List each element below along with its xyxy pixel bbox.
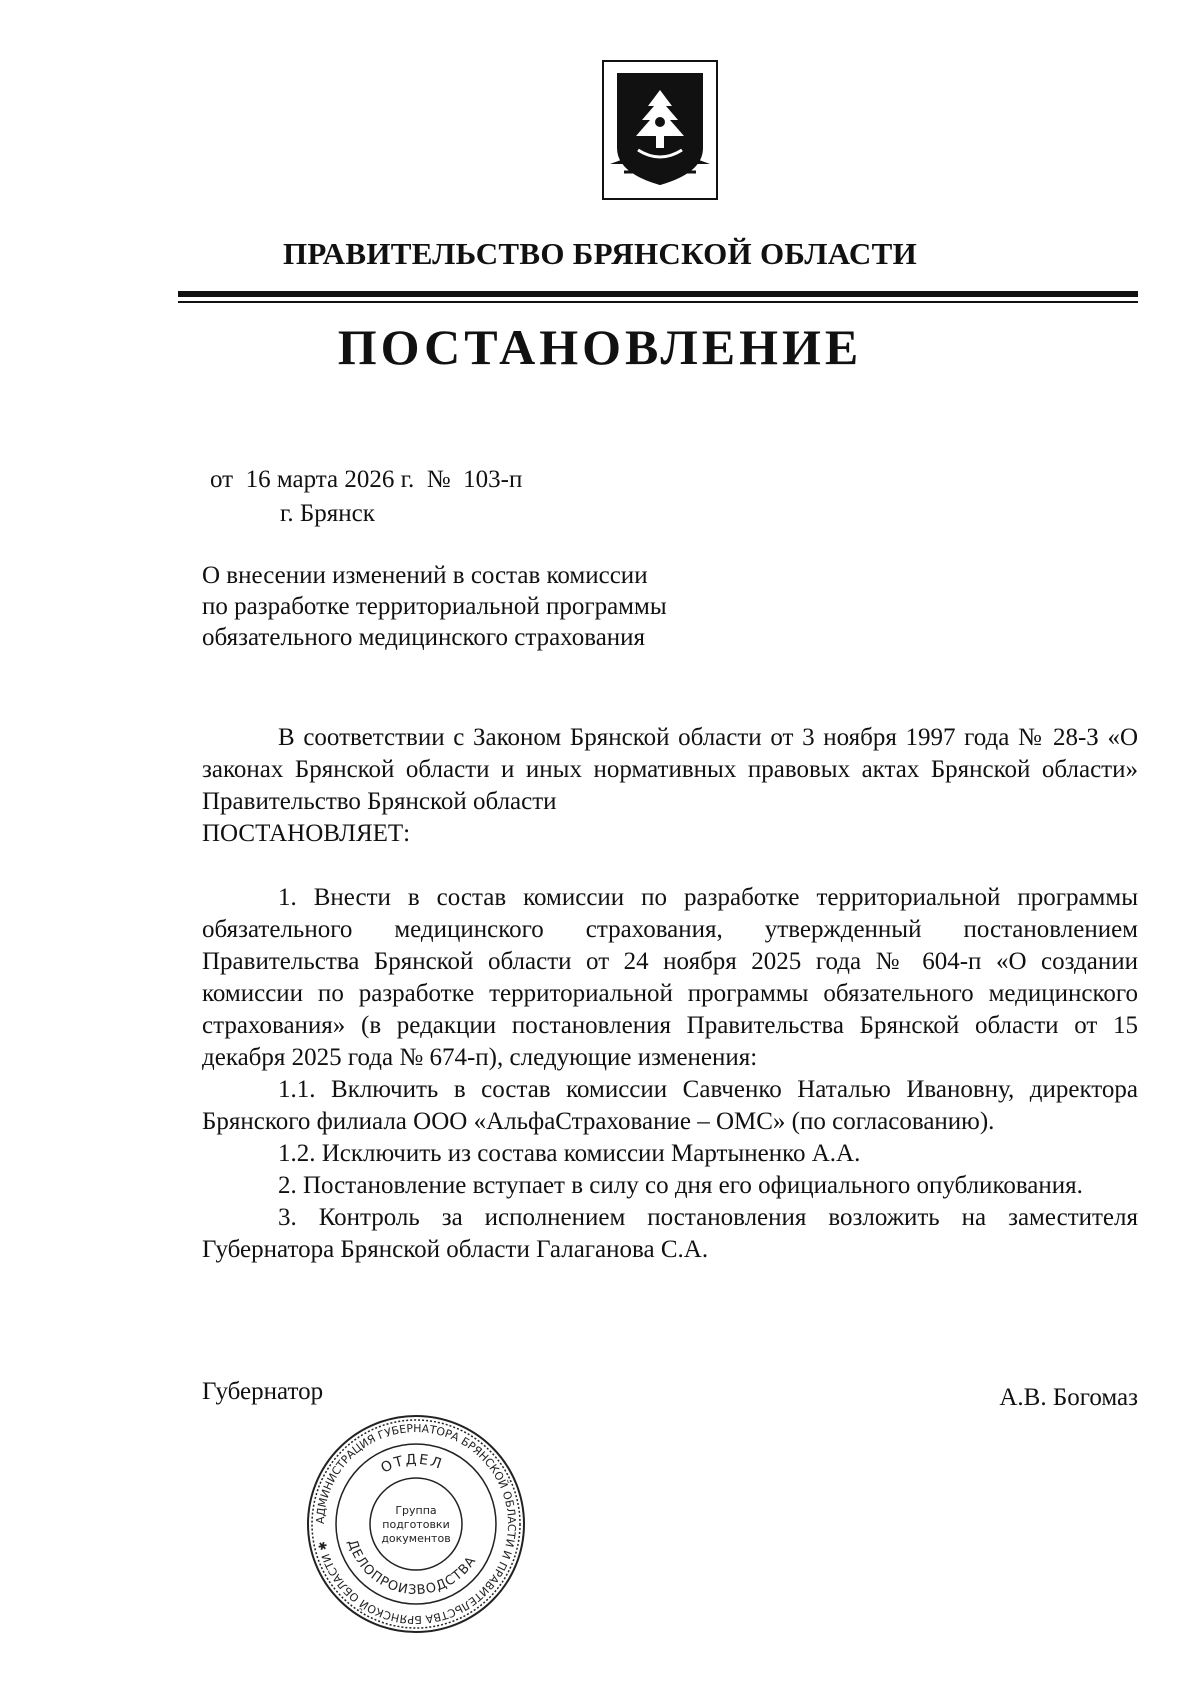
resolves-heading: ПОСТАНОВЛЯЕТ:: [202, 820, 411, 847]
stamp-department-top: ОТДЕЛ: [378, 1451, 446, 1477]
official-stamp: [304, 1412, 528, 1636]
stamp-center-line: подготовки: [382, 1518, 450, 1531]
coat-of-arms-icon: [602, 60, 718, 200]
clause-1-1: 1.1. Включить в состав комиссии Савченко Наталью Ивановну, директора Брянского филиала ООО «АльфаСтрахование – ОМС» (по согласованию).: [202, 1076, 1138, 1135]
organization-title: ПРАВИТЕЛЬСТВО БРЯНСКОЙ ОБЛАСТИ: [282, 236, 918, 271]
signature-block: [202, 1376, 1138, 1416]
clause-1-2: 1.2. Исключить из состава комиссии Мартыненко А.А.: [278, 1140, 861, 1167]
subject-line: обязательного медицинского страхования: [202, 624, 646, 651]
document-city: г. Брянск: [280, 500, 375, 527]
subject-line: по разработке территориальной программы: [202, 593, 667, 620]
preamble-paragraph: В соответствии с Законом Брянской области от 3 ноября 1997 года № 28-З «О законах Брянской области и иных нормативных правовых актах Брянской области» Правительство Брянской области: [202, 724, 1138, 815]
header-divider-thin: [178, 301, 1138, 303]
signatory-position: Губернатор: [202, 1378, 324, 1405]
header-divider-thick: [178, 291, 1138, 297]
clause-3: 3. Контроль за исполнением постановления возложить на заместителя Губернатора Брянской области Галаганова С.А.: [202, 1204, 1138, 1263]
document-body: [202, 722, 1138, 1416]
subject-line: О внесении изменений в состав комиссии: [202, 562, 648, 589]
stamp-department-bottom: ДЕЛОПРОИЗВОДСТВА: [344, 1537, 480, 1599]
document-type-title: ПОСТАНОВЛЕНИЕ: [337, 319, 863, 375]
stamp-center-line: Группа: [395, 1504, 437, 1517]
document-date-number: от 16 марта 2026 г. № 103-п: [210, 466, 523, 493]
document-subject: [202, 560, 667, 653]
clause-1: 1. Внести в состав комиссии по разработке территориальной программы обязательного медицинского страхования, утвержденный постановлением Правительства Брянской области от 24 ноября 2025 года № 604-п «О создании комиссии по разработке территориальной программы обязательного медицинского страхования» (в редакции постановления Правительства Брянской области от 15 декабря 2025 года № 674-п), следующие изменения:: [202, 884, 1138, 1071]
stamp-center-line: документов: [381, 1532, 451, 1545]
signatory-name: А.В. Богомаз: [999, 1384, 1138, 1411]
stamp-ring-text: АДМИНИСТРАЦИЯ ГУБЕРНАТОРА БРЯНСКОЙ ОБЛАСТИ И ПРАВИТЕЛЬСТВА БРЯНСКОЙ ОБЛАСТИ ✱: [313, 1421, 519, 1627]
clause-2: 2. Постановление вступает в силу со дня его официального опубликования.: [278, 1172, 1083, 1199]
